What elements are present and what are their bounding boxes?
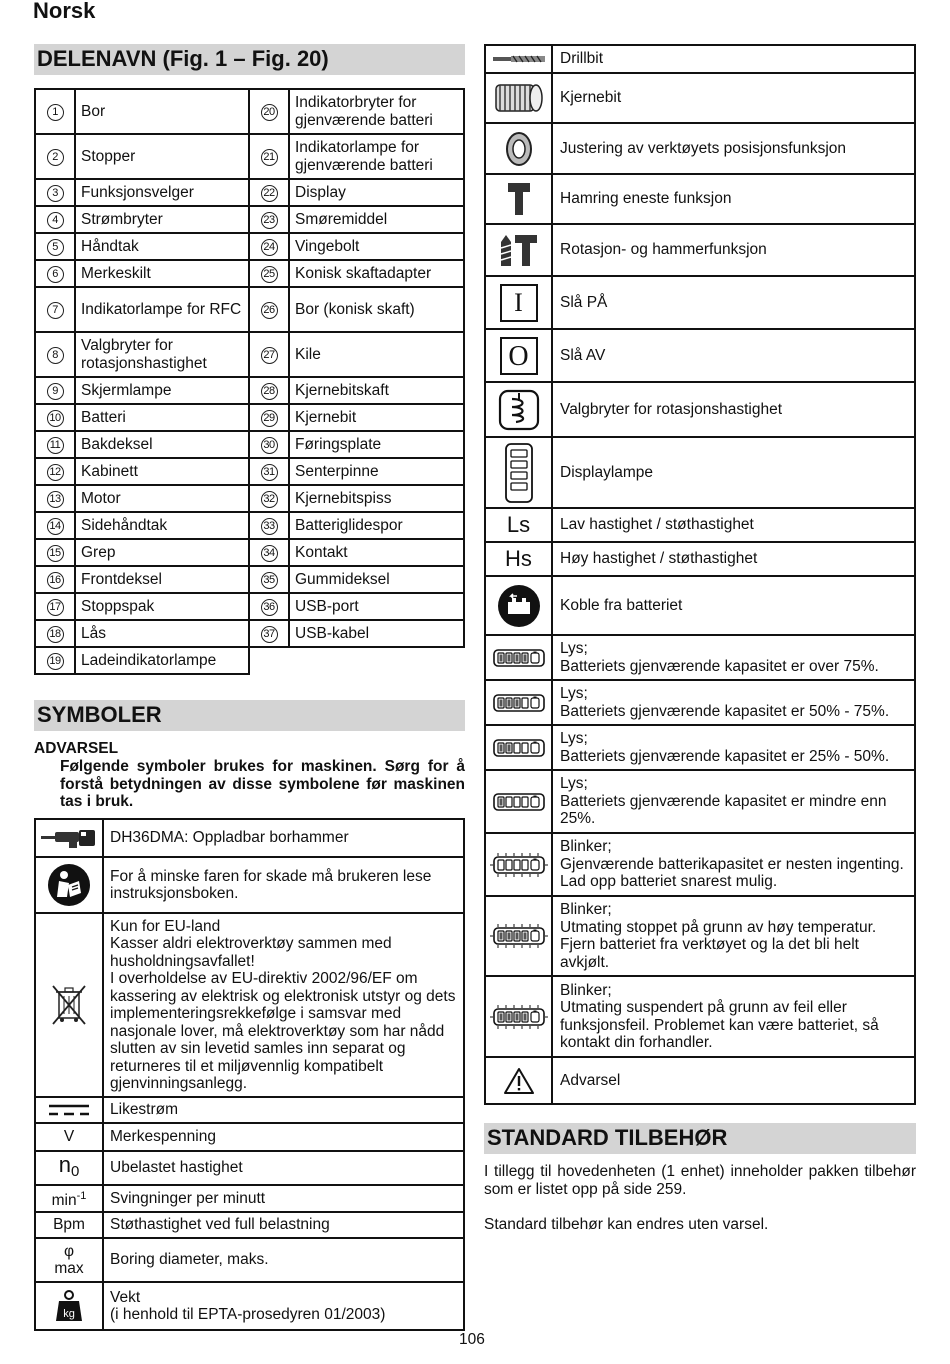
symbol-text: Justering av verktøyets posisjonsfunksjon	[552, 123, 915, 174]
parts-row	[35, 431, 464, 458]
kg-label: kg	[63, 1308, 75, 1320]
part-number: 32	[261, 491, 278, 508]
part-name: Kjernebitspiss	[289, 485, 464, 512]
part-name: Håndtak	[75, 233, 249, 260]
part-number: 29	[261, 410, 278, 427]
part-number-cell	[249, 179, 289, 206]
part-number: 14	[47, 518, 64, 535]
symbol-row	[35, 1151, 464, 1185]
part-name: Konisk skaftadapter	[289, 260, 464, 287]
part-name: Funksjonsvelger	[75, 179, 249, 206]
display-lamp-icon	[485, 437, 552, 508]
symbol-row	[485, 976, 915, 1057]
symbol-text: DH36DMA: Oppladbar borhammer	[103, 819, 464, 857]
battery-blinking-fault-icon	[485, 976, 552, 1057]
battery-blinking-low-icon	[485, 833, 552, 896]
part-name: USB-kabel	[289, 620, 464, 647]
parts-row	[35, 512, 464, 539]
part-number: 23	[261, 212, 278, 229]
symbol-row	[485, 123, 915, 174]
symbol-text: Drillbit	[552, 45, 915, 73]
part-number: 12	[47, 464, 64, 481]
symbol-row	[35, 819, 464, 857]
symbol-text: Lys; Batteriets gjenværende kapasitet er 50% - 75%.	[552, 680, 915, 725]
std-paragraph-1: I tillegg til hovedenheten (1 enhet) inneholder pakken tilbehør som er listet opp på side 259.	[484, 1163, 916, 1198]
part-number-cell	[249, 260, 289, 287]
part-number-cell	[249, 566, 289, 593]
part-number: 19	[47, 653, 64, 670]
part-number: 10	[47, 410, 64, 427]
part-number-cell	[35, 260, 75, 287]
part-number: 22	[261, 185, 278, 202]
part-number: 13	[47, 491, 64, 508]
symbol-row	[35, 913, 464, 1097]
symbol-row	[485, 635, 915, 680]
part-name: Skjermlampe	[75, 377, 249, 404]
part-number-cell	[35, 566, 75, 593]
page-number: 106	[459, 1331, 485, 1348]
symbol-row	[485, 276, 915, 329]
part-number-cell	[35, 647, 75, 674]
symbol-row	[485, 542, 915, 576]
symbol-text: Slå PÅ	[552, 276, 915, 329]
parts-row	[35, 539, 464, 566]
symbol-text: Blinker; Utmating stoppet på grunn av høy temperatur. Fjern batteriet fra verktøyet og la det bli helt avkjølt.	[552, 896, 915, 976]
part-number-cell	[35, 539, 75, 566]
symbol-row	[485, 576, 915, 635]
part-number: 30	[261, 437, 278, 454]
parts-row	[35, 287, 464, 332]
part-number-cell	[249, 485, 289, 512]
parts-table	[34, 88, 465, 675]
part-number: 5	[47, 239, 64, 256]
part-number: 34	[261, 545, 278, 562]
hammer-only-icon	[485, 174, 552, 224]
high-speed-icon: Hs	[485, 542, 552, 576]
symbol-row	[485, 73, 915, 123]
symbol-text: Lys; Batteriets gjenværende kapasitet er mindre enn 25%.	[552, 770, 915, 833]
symbol-text: Valgbryter for rotasjonshastighet	[552, 382, 915, 437]
symbol-row	[485, 896, 915, 976]
language-label: Norsk	[33, 0, 96, 23]
part-name: Smøremiddel	[289, 206, 464, 233]
core-bit-icon	[485, 73, 552, 123]
symbol-row	[35, 1282, 464, 1330]
weight-icon	[35, 1282, 103, 1330]
part-number-cell	[249, 620, 289, 647]
warning-text: Følgende symboler brukes for maskinen. Sørg for å forstå betydningen av disse symbolene før maskinen tas i bruk.	[60, 758, 465, 810]
bpm-icon: Bpm	[35, 1212, 103, 1238]
symbol-text: Lys; Batteriets gjenværende kapasitet er over 75%.	[552, 635, 915, 680]
parts-row	[35, 485, 464, 512]
part-number: 35	[261, 572, 278, 589]
part-number: 17	[47, 599, 64, 616]
battery-4-bars-icon	[485, 635, 552, 680]
part-number: 2	[47, 149, 64, 166]
part-number-cell	[35, 206, 75, 233]
part-name: Kile	[289, 332, 464, 377]
parts-row	[35, 620, 464, 647]
symbol-text: Rotasjon- og hammerfunksjon	[552, 224, 915, 276]
part-number-cell	[35, 134, 75, 179]
direct-current-icon	[35, 1097, 103, 1123]
part-number: 15	[47, 545, 64, 562]
std-body	[484, 1163, 916, 1234]
parts-row	[35, 206, 464, 233]
part-name: Indikatorlampe for RFC	[75, 287, 249, 332]
symbol-text: Svingninger per minutt	[103, 1185, 464, 1212]
part-name: Indikatorbryter for gjenværende batteri	[289, 89, 464, 134]
part-number: 6	[47, 266, 64, 283]
symbol-row	[485, 1057, 915, 1104]
part-name: Valgbryter for rotasjonshastighet	[75, 332, 249, 377]
part-number: 20	[261, 104, 278, 121]
left-symbols-table	[34, 818, 465, 1331]
part-number: 11	[47, 437, 64, 454]
parts-row	[35, 134, 464, 179]
part-name: Bakdeksel	[75, 431, 249, 458]
symbol-text: Kun for EU-land Kasser aldri elektroverktøy sammen med husholdningsavfallet! I overholdelse av EU-direktiv 2002/96/EF om kassering av elektrisk og elektronisk utstyr og dets implementeringsrekkefølge i samsvar med nasjonale lover, må elektroverktøy som har nådd slutten av sin levetid samles inn separat og returneres til et miljøvennlig kompatibelt gjenvinningsanlegg.	[103, 913, 464, 1097]
symbol-text: Kjernebit	[552, 73, 915, 123]
part-name: Batteriglidespor	[289, 512, 464, 539]
part-name: Bor (konisk skaft)	[289, 287, 464, 332]
empty-cell	[289, 647, 464, 674]
symbol-row	[485, 725, 915, 770]
parts-row	[35, 233, 464, 260]
power-off-icon	[485, 329, 552, 382]
part-name: Motor	[75, 485, 249, 512]
part-name: Føringsplate	[289, 431, 464, 458]
parts-row	[35, 404, 464, 431]
symbol-text: Høy hastighet / støthastighet	[552, 542, 915, 576]
parts-row	[35, 179, 464, 206]
symbol-row	[485, 833, 915, 896]
part-name: Vingebolt	[289, 233, 464, 260]
symbol-row	[485, 680, 915, 725]
symbol-text: Boring diameter, maks.	[103, 1238, 464, 1282]
part-number-cell	[35, 404, 75, 431]
hammer-drill-icon	[35, 819, 103, 857]
part-name: Bor	[75, 89, 249, 134]
parts-heading: DELENAVN (Fig. 1 – Fig. 20)	[34, 44, 465, 75]
part-name: USB-port	[289, 593, 464, 620]
symbol-text: Lav hastighet / støthastighet	[552, 508, 915, 542]
part-name: Sidehåndtak	[75, 512, 249, 539]
part-number-cell	[249, 431, 289, 458]
part-number-cell	[249, 593, 289, 620]
part-number-cell	[35, 512, 75, 539]
symbols-heading: SYMBOLER	[34, 700, 465, 731]
battery-3-bars-icon	[485, 680, 552, 725]
drill-bit-icon	[485, 45, 552, 73]
part-number: 21	[261, 149, 278, 166]
parts-row	[35, 593, 464, 620]
part-name: Display	[289, 179, 464, 206]
symbol-text: Koble fra batteriet	[552, 576, 915, 635]
symbol-text: Merkespenning	[103, 1123, 464, 1151]
symbol-row	[485, 45, 915, 73]
part-number: 25	[261, 266, 278, 283]
symbol-text: Displaylampe	[552, 437, 915, 508]
min-sup: -1	[76, 1189, 87, 1202]
part-number-cell	[35, 287, 75, 332]
symbol-text: Blinker; Utmating suspendert på grunn av feil eller funksjonsfeil. Problemet kan være batteriet, så kontakt din forhandler.	[552, 976, 915, 1057]
symbol-text: Likestrøm	[103, 1097, 464, 1123]
part-number-cell	[35, 179, 75, 206]
empty-cell	[249, 647, 289, 674]
max-text: max	[54, 1260, 84, 1277]
part-number-cell	[35, 620, 75, 647]
part-number-cell	[249, 206, 289, 233]
part-number-cell	[35, 233, 75, 260]
part-number-cell	[249, 134, 289, 179]
right-symbols-table	[484, 44, 916, 1105]
part-name: Stoppspak	[75, 593, 249, 620]
part-number-cell	[35, 593, 75, 620]
part-name: Kontakt	[289, 539, 464, 566]
read-manual-icon	[35, 857, 103, 913]
part-number: 36	[261, 599, 278, 616]
part-number-cell	[35, 458, 75, 485]
symbol-row	[35, 1097, 464, 1123]
n-subscript: 0	[70, 1162, 80, 1180]
part-number-cell	[249, 458, 289, 485]
parts-row	[35, 647, 464, 674]
part-number-cell	[35, 89, 75, 134]
symbol-text: Ubelastet hastighet	[103, 1151, 464, 1185]
warning-title: ADVARSEL	[34, 740, 119, 757]
part-number-cell	[35, 332, 75, 377]
part-number-cell	[249, 332, 289, 377]
position-ring-icon	[485, 123, 552, 174]
rotation-hammer-icon	[485, 224, 552, 276]
symbol-text: For å minske faren for skade må brukeren lese instruksjonsboken.	[103, 857, 464, 913]
part-number: 24	[261, 239, 278, 256]
part-name: Senterpinne	[289, 458, 464, 485]
symbol-row	[485, 770, 915, 833]
parts-row	[35, 566, 464, 593]
part-number-cell	[249, 377, 289, 404]
per-minute-icon	[35, 1185, 103, 1212]
part-name: Ladeindikatorlampe	[75, 647, 249, 674]
symbol-text: Støthastighet ved full belastning	[103, 1212, 464, 1238]
symbol-row	[35, 1185, 464, 1212]
symbol-row	[35, 1123, 464, 1151]
part-name: Indikatorlampe for gjenværende batteri	[289, 134, 464, 179]
part-number-cell	[35, 485, 75, 512]
symbol-text: Hamring eneste funksjon	[552, 174, 915, 224]
parts-row	[35, 260, 464, 287]
part-number: 18	[47, 626, 64, 643]
part-number: 1	[47, 104, 64, 121]
symbol-text: Vekt (i henhold til EPTA-prosedyren 01/2003)	[103, 1282, 464, 1330]
part-number-cell	[249, 404, 289, 431]
part-name: Lås	[75, 620, 249, 647]
parts-row	[35, 332, 464, 377]
phi-symbol: φ	[63, 1243, 75, 1260]
part-name: Grep	[75, 539, 249, 566]
min-text: min	[51, 1191, 77, 1209]
symbol-text: Advarsel	[552, 1057, 915, 1104]
part-number-cell	[35, 377, 75, 404]
part-name: Kabinett	[75, 458, 249, 485]
part-number: 7	[47, 302, 64, 319]
part-number: 28	[261, 383, 278, 400]
part-number: 26	[261, 302, 278, 319]
symbol-row	[485, 224, 915, 276]
symbol-row	[35, 1238, 464, 1282]
symbol-row	[485, 174, 915, 224]
battery-2-bars-icon	[485, 725, 552, 770]
part-number-cell	[249, 512, 289, 539]
symbol-row	[35, 857, 464, 913]
parts-row	[35, 377, 464, 404]
part-number: 37	[261, 626, 278, 643]
speed-selector-icon	[485, 382, 552, 437]
part-number: 4	[47, 212, 64, 229]
part-name: Kjernebitskaft	[289, 377, 464, 404]
part-number-cell	[35, 431, 75, 458]
std-heading: STANDARD TILBEHØR	[484, 1123, 916, 1154]
part-number: 31	[261, 464, 278, 481]
symbol-row	[485, 508, 915, 542]
on-box: I	[500, 284, 538, 322]
part-number-cell	[249, 89, 289, 134]
diameter-icon	[35, 1238, 103, 1282]
n-letter: n	[58, 1151, 71, 1177]
part-number-cell	[249, 539, 289, 566]
symbol-text: Blinker; Gjenværende batterikapasitet er nesten ingenting. Lad opp batteriet snarest mulig.	[552, 833, 915, 896]
part-name: Batteri	[75, 404, 249, 431]
symbol-row	[485, 329, 915, 382]
symbol-row	[485, 437, 915, 508]
voltage-icon: V	[35, 1123, 103, 1151]
part-name: Stopper	[75, 134, 249, 179]
part-number: 16	[47, 572, 64, 589]
part-number: 27	[261, 347, 278, 364]
part-number-cell	[249, 233, 289, 260]
no-load-speed-icon	[35, 1151, 103, 1185]
part-number: 9	[47, 383, 64, 400]
symbol-text: Slå AV	[552, 329, 915, 382]
battery-1-bar-icon	[485, 770, 552, 833]
part-name: Gummideksel	[289, 566, 464, 593]
part-name: Frontdeksel	[75, 566, 249, 593]
crossed-bin-icon	[35, 913, 103, 1097]
battery-blinking-temp-icon	[485, 896, 552, 976]
low-speed-icon: Ls	[485, 508, 552, 542]
parts-row	[35, 458, 464, 485]
warning-block	[34, 740, 465, 811]
part-number: 33	[261, 518, 278, 535]
part-number: 8	[47, 347, 64, 364]
disconnect-battery-icon	[485, 576, 552, 635]
off-box: O	[500, 337, 538, 375]
symbol-row	[485, 382, 915, 437]
warning-triangle-icon	[485, 1057, 552, 1104]
symbol-text: Lys; Batteriets gjenværende kapasitet er 25% - 50%.	[552, 725, 915, 770]
parts-row	[35, 89, 464, 134]
part-number-cell	[249, 287, 289, 332]
std-paragraph-2: Standard tilbehør kan endres uten varsel.	[484, 1216, 769, 1233]
part-name: Strømbryter	[75, 206, 249, 233]
part-name: Merkeskilt	[75, 260, 249, 287]
power-on-icon	[485, 276, 552, 329]
part-number: 3	[47, 185, 64, 202]
part-name: Kjernebit	[289, 404, 464, 431]
symbol-row	[35, 1212, 464, 1238]
